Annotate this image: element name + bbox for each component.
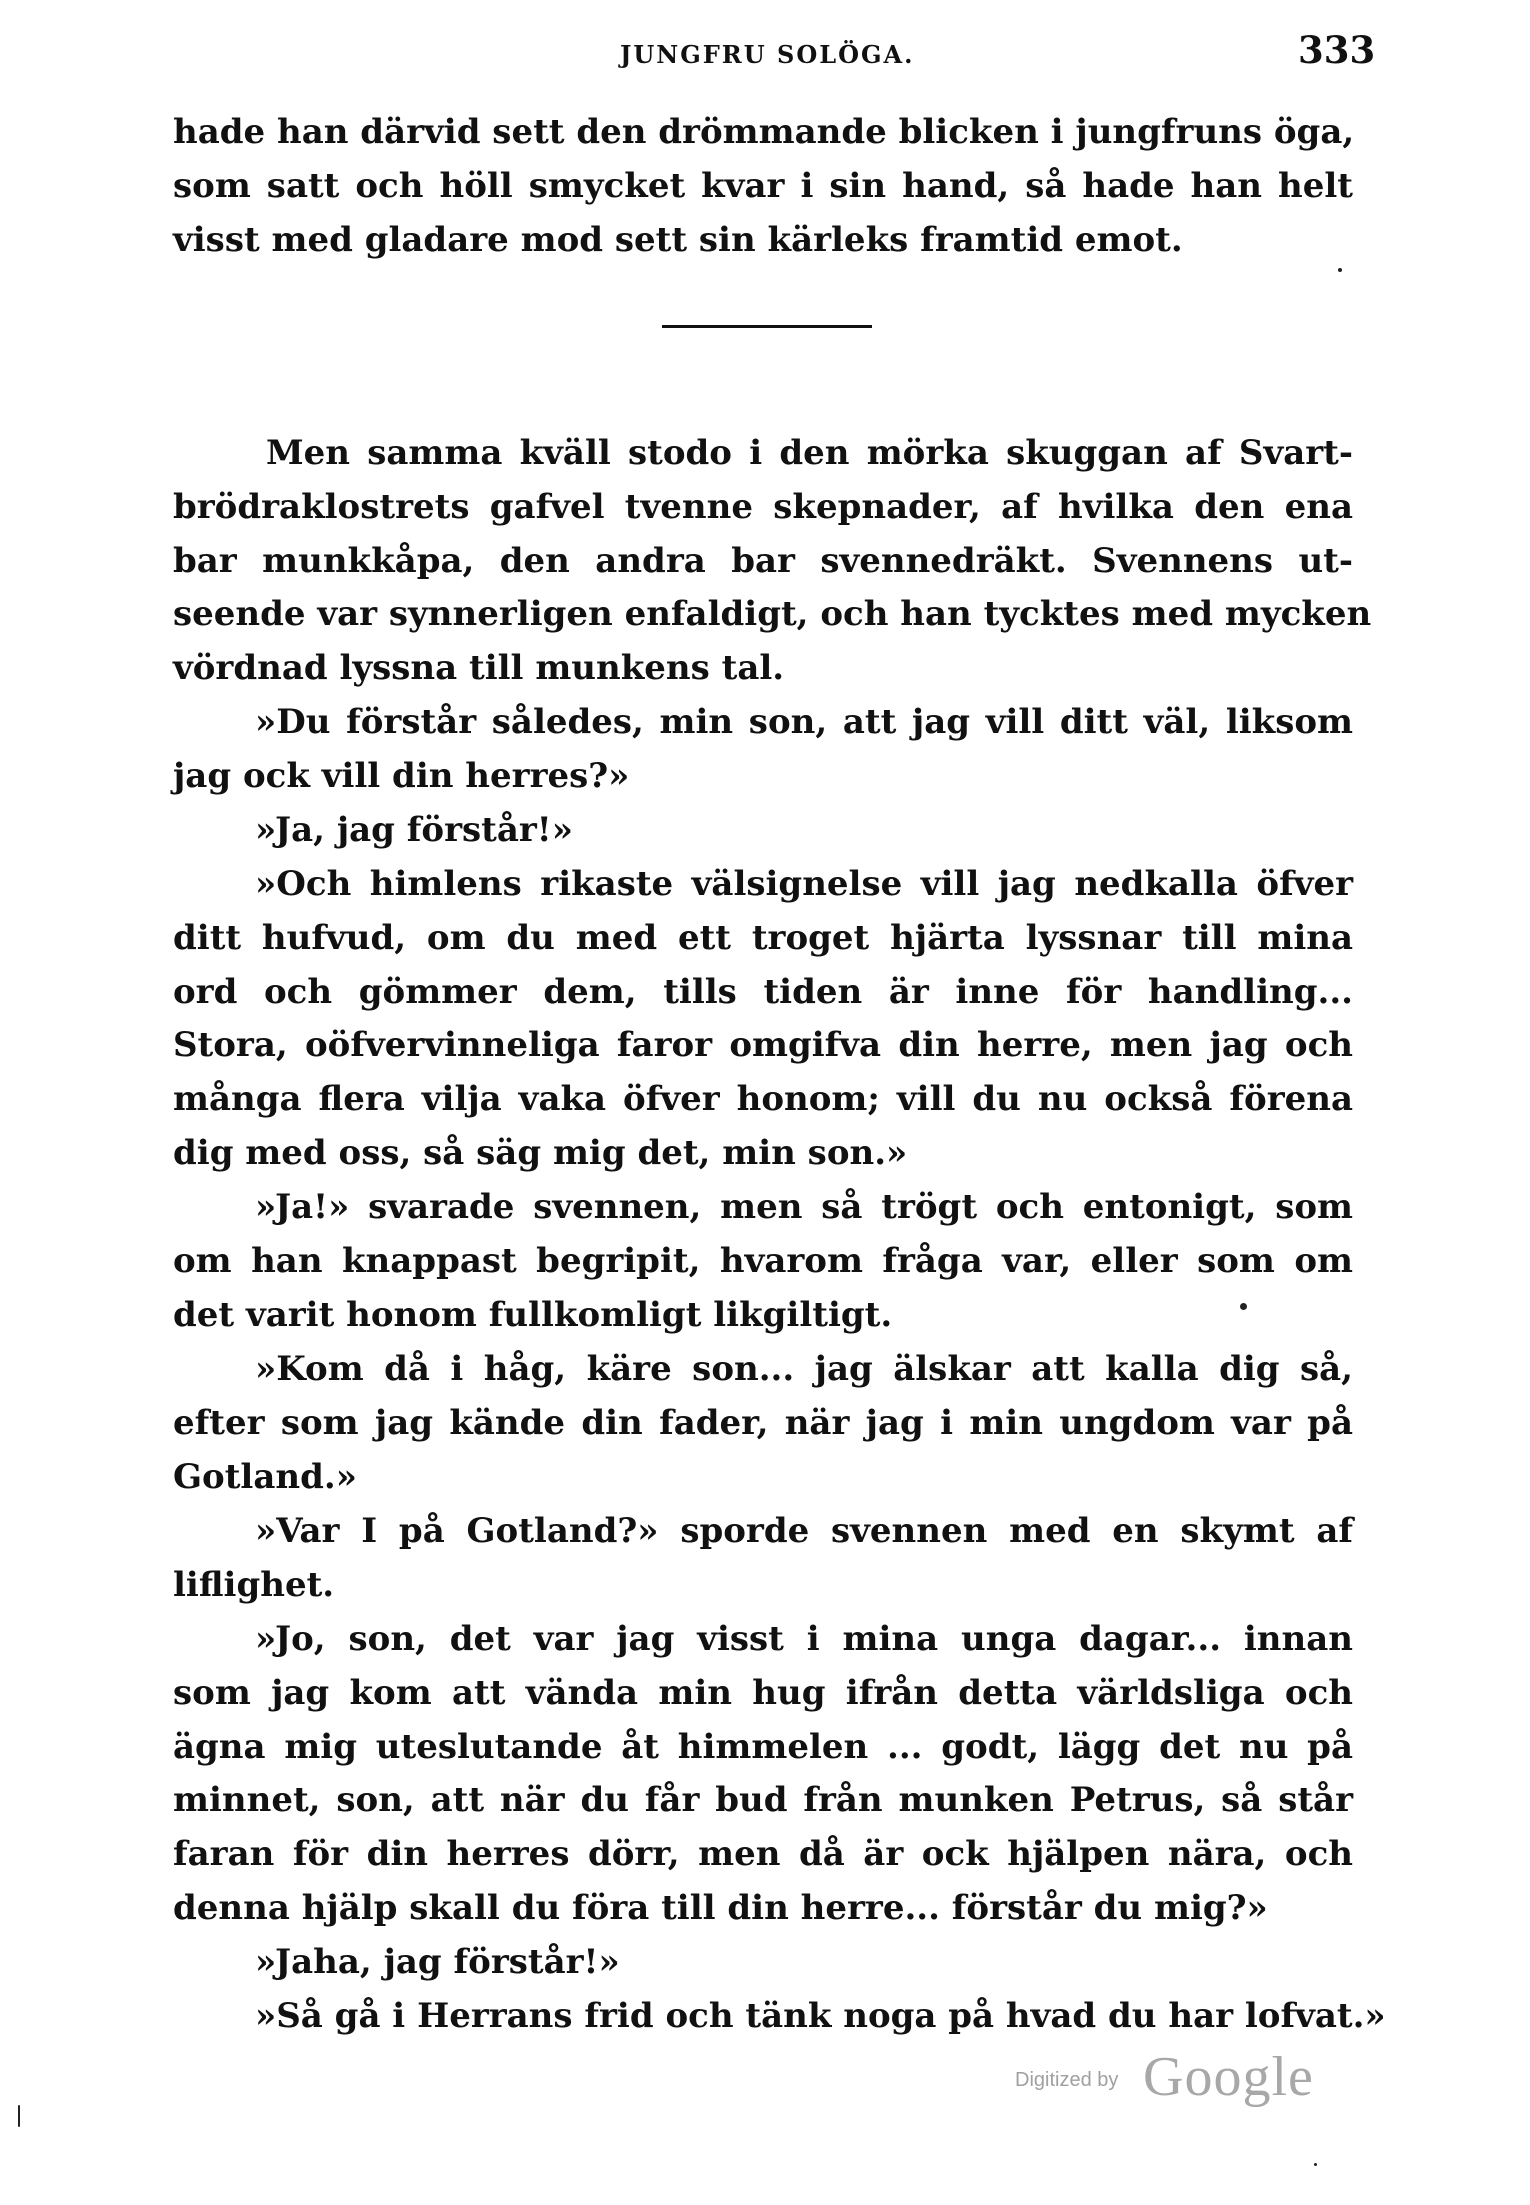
page-number: 333 <box>1298 28 1376 72</box>
text-line: visst med gladare mod sett sin kärleks framtid emot. <box>173 220 1183 260</box>
text-line: »Och himlens rikaste välsignelse vill jag nedkalla öfver <box>255 864 1353 904</box>
running-head <box>0 28 1530 78</box>
print-speck <box>1240 1303 1247 1310</box>
text-line: efter som jag kände din fader, när jag i min ungdom var på <box>173 1403 1353 1443</box>
text-line: ord och gömmer dem, tills tiden är inne för handling... <box>173 972 1353 1012</box>
text-line: Men samma kväll stodo i den mörka skuggan af Svart- <box>266 433 1353 473</box>
text-line: ägna mig uteslutande åt himmelen ... godt, lägg det nu på <box>173 1727 1353 1767</box>
text-line: som satt och höll smycket kvar i sin hand, så hade han helt <box>173 166 1353 206</box>
section-divider <box>662 325 872 328</box>
text-line: Gotland.» <box>173 1457 357 1497</box>
text-line: brödraklostrets gafvel tvenne skepnader, af hvilka den ena <box>173 487 1353 527</box>
text-line: »Jo, son, det var jag visst i mina unga dagar... innan <box>255 1619 1353 1659</box>
text-line: »Var I på Gotland?» sporde svennen med en skymt af <box>255 1511 1353 1551</box>
text-line: »Kom då i håg, käre son... jag älskar att kalla dig så, <box>255 1349 1353 1389</box>
text-line: dig med oss, så säg mig det, min son.» <box>173 1133 908 1173</box>
text-line: faran för din herres dörr, men då är ock hjälpen nära, och <box>173 1834 1353 1874</box>
text-line: bar munkkåpa, den andra bar svennedräkt. Svennens ut- <box>173 541 1353 581</box>
text-line: »Så gå i Herrans frid och tänk noga på hvad du har lofvat.» <box>255 1996 1386 2036</box>
text-line: liflighet. <box>173 1565 335 1605</box>
text-line: jag ock vill din herres?» <box>173 756 630 796</box>
text-line: denna hjälp skall du föra till din herre... förstår du mig?» <box>173 1888 1268 1928</box>
print-speck <box>1338 268 1342 272</box>
watermark-brand: Google <box>1143 2046 1314 2108</box>
text-line: vördnad lyssna till munkens tal. <box>173 648 785 688</box>
text-line: om han knappast begripit, hvarom fråga var, eller som om <box>173 1241 1353 1281</box>
text-line: det varit honom fullkomligt likgiltigt. <box>173 1295 893 1335</box>
print-speck <box>1314 2163 1317 2166</box>
watermark-prefix: Digitized by <box>1015 2069 1119 2091</box>
text-line: seende var synnerligen enfaldigt, och han tycktes med mycken <box>173 594 1372 634</box>
text-line: ditt hufvud, om du med ett troget hjärta lyssnar till mina <box>173 918 1353 958</box>
running-title: JUNGFRU SOLÖGA. <box>620 40 915 69</box>
text-line: »Jaha, jag förstår!» <box>255 1942 620 1982</box>
text-line: hade han därvid sett den drömmande blicken i jungfruns öga, <box>173 112 1355 152</box>
text-line: Stora, oöfvervinneliga faror omgifva din herre, men jag och <box>173 1025 1353 1065</box>
text-line: »Ja!» svarade svennen, men så trögt och entonigt, som <box>255 1187 1353 1227</box>
print-speck <box>18 2105 20 2127</box>
text-line: minnet, son, att när du får bud från munken Petrus, så står <box>173 1780 1353 1820</box>
text-line: många flera vilja vaka öfver honom; vill du nu också förena <box>173 1079 1353 1119</box>
google-watermark <box>1015 2045 1375 2108</box>
text-line: »Du förstår således, min son, att jag vill ditt väl, liksom <box>255 702 1353 742</box>
text-line: »Ja, jag förstår!» <box>255 810 573 850</box>
text-line: som jag kom att vända min hug ifrån detta världsliga och <box>173 1673 1353 1713</box>
